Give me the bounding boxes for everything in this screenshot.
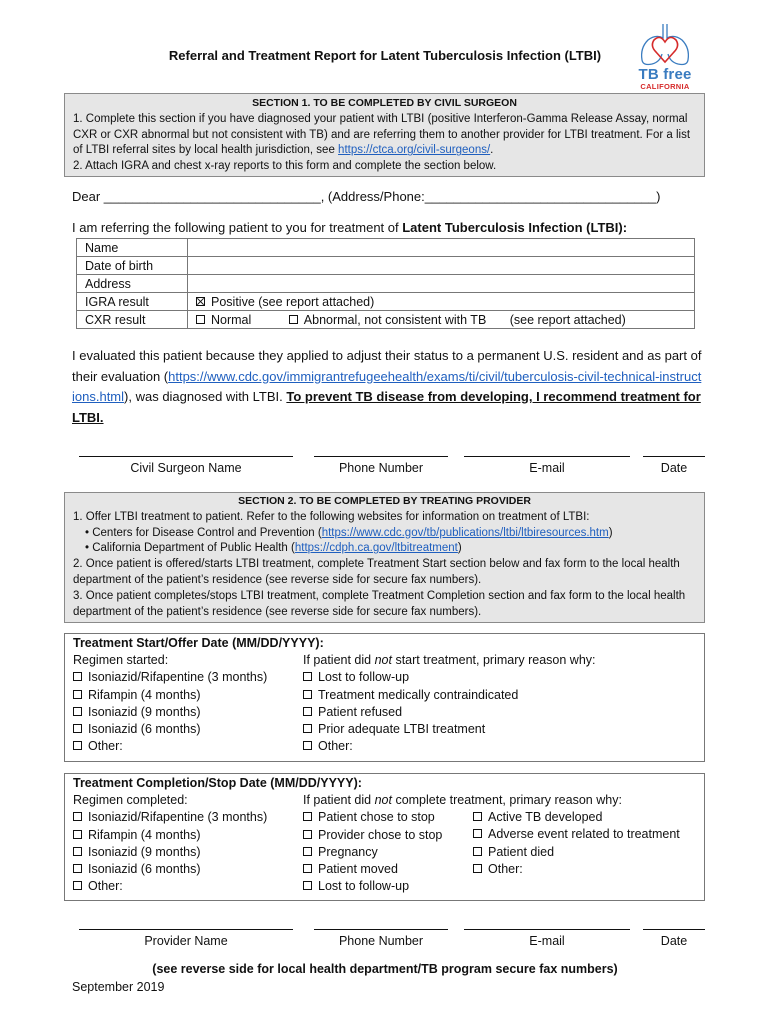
ctca-link[interactable]: https://ctca.org/civil-surgeons/ (338, 144, 491, 157)
reason-pre: If patient did (303, 653, 375, 667)
table-row (77, 257, 695, 275)
dear-line[interactable]: Dear ______________________________, (Address/Phone:________________________________) (72, 189, 661, 204)
address-field[interactable] (188, 275, 695, 293)
provider-date-line[interactable] (643, 929, 705, 930)
reason-label: Active TB developed (488, 810, 603, 824)
completion-reason-checkbox[interactable] (303, 830, 312, 839)
list-item (303, 669, 596, 686)
start-reason-checkbox[interactable] (303, 707, 312, 716)
section2-box (64, 492, 705, 623)
start-regimen-column (73, 652, 267, 756)
section2-bullet2: • California Department of Public Health (https://cdph.ca.gov/ltbitreatment) (85, 542, 462, 555)
regimen-label: Rifampin (4 months) (88, 827, 201, 842)
list-item (73, 861, 267, 878)
bullet2-text: California Department of Public Health ( (92, 542, 295, 555)
section2-line1: 1. Offer LTBI treatment to patient. Refer to the following websites for information on treatment of LTBI: (73, 510, 590, 523)
civil-surgeon-name-label: Civil Surgeon Name (130, 461, 242, 475)
bullet1-text: Centers for Disease Control and Prevention ( (92, 526, 322, 539)
evaluation-text: I evaluated this patient because they applied to adjust their status to a permanent U.S. resident and as part of their evaluation ( (72, 348, 702, 384)
completion-reason-column-2 (473, 809, 680, 878)
section1-line1: 1. Complete this section if you have diagnosed your patient with LTBI (positive Interferon-Gamma Release Assay, normal (73, 112, 688, 125)
reason-pre: If patient did (303, 793, 375, 807)
bullet2-end: ) (457, 542, 462, 555)
reason-em: not (374, 793, 392, 807)
reason-label: Adverse event related to treatment (488, 827, 680, 842)
regimen-label: Isoniazid (6 months) (88, 862, 201, 877)
reason-label: Other: (488, 861, 523, 876)
list-item (473, 861, 680, 878)
list-item (73, 827, 267, 844)
list-item (73, 704, 267, 721)
section1-heading: SECTION 1. TO BE COMPLETED BY CIVIL SURGEON (252, 97, 517, 109)
completion-regimen-checkbox[interactable] (73, 847, 82, 856)
igra-positive-checkbox[interactable] (196, 297, 205, 306)
cxr-abnormal-checkbox[interactable] (289, 315, 298, 324)
date-label: Date (660, 461, 688, 475)
provider-phone-line[interactable] (314, 929, 448, 930)
completion-reason-checkbox[interactable] (303, 864, 312, 873)
civil-surgeon-email-line[interactable] (464, 456, 630, 457)
start-regimen-checkbox[interactable] (73, 741, 82, 750)
patient-table (76, 238, 695, 329)
recommendation-text: To prevent TB disease from developing, I recommend treatment for LTBI. (72, 389, 701, 425)
completion-regimen-label: Regimen completed: (73, 793, 188, 807)
dob-field[interactable] (188, 257, 695, 275)
treatment-start-header[interactable]: Treatment Start/Offer Date (MM/DD/YYYY): (73, 636, 324, 650)
regimen-label: Isoniazid (6 months) (88, 722, 201, 737)
name-field[interactable] (188, 239, 695, 257)
email-label: E-mail (529, 934, 565, 948)
civil-surgeon-phone-line[interactable] (314, 456, 448, 457)
provider-name-label: Provider Name (144, 934, 228, 948)
regimen-label: Isoniazid/Rifapentine (3 months) (88, 810, 268, 825)
treatment-start-box (64, 633, 705, 762)
reason-post: complete treatment, primary reason why: (391, 793, 622, 807)
list-item (73, 721, 267, 738)
section2-line2a: 2. Once patient is offered/starts LTBI treatment, complete Treatment Start section below and fax form to the local health (73, 558, 680, 571)
reason-post: start treatment, primary reason why: (391, 653, 596, 667)
provider-email-line[interactable] (464, 929, 630, 930)
start-reason-checkbox[interactable] (303, 690, 312, 699)
list-item (73, 738, 267, 755)
section1-line3-text: of LTBI referral sites by local health jurisdiction, see (73, 144, 339, 157)
reason-label: Pregnancy (318, 844, 378, 859)
referral-intro-text: I am referring the following patient to you for treatment of (72, 220, 403, 235)
lungs-heart-icon (636, 20, 694, 68)
list-item (303, 687, 596, 704)
start-reason-column (303, 652, 596, 756)
section1-line3 (73, 143, 696, 159)
reason-label: Patient died (488, 844, 555, 859)
igra-positive-label: Positive (see report attached) (211, 294, 375, 309)
form-date: September 2019 (72, 980, 165, 994)
cxr-report-label: (see report attached) (509, 312, 626, 327)
section1-line4: 2. Attach IGRA and chest x-ray reports to this form and complete the section below. (73, 160, 497, 173)
reason-label: Treatment medically contraindicated (318, 687, 519, 702)
regimen-label: Isoniazid/Rifapentine (3 months) (88, 670, 268, 685)
section2-line3b: department of the patient’s residence (see reverse side for secure fax numbers). (73, 605, 482, 618)
section2-line2b: department of the patient’s residence (see reverse side for secure fax numbers). (73, 573, 482, 586)
start-regimen-label: Regimen started: (73, 653, 169, 667)
reason-label: Patient chose to stop (318, 810, 435, 825)
reason-label: Prior adequate LTBI treatment (318, 722, 486, 737)
list-item (73, 844, 267, 861)
completion-reason-checkbox[interactable] (473, 829, 482, 838)
section1-line3-end: . (490, 144, 494, 157)
reason-label: Lost to follow-up (318, 879, 410, 894)
regimen-label: Isoniazid (9 months) (88, 704, 201, 719)
evaluation-paragraph (72, 346, 702, 428)
reason-label: Provider chose to stop (318, 827, 443, 842)
form-title: Referral and Treatment Report for Latent Tuberculosis Infection (LTBI) (168, 48, 602, 63)
list-item (303, 721, 596, 738)
completion-reason-checkbox[interactable] (303, 847, 312, 856)
date-label: Date (660, 934, 688, 948)
treatment-completion-header[interactable]: Treatment Completion/Stop Date (MM/DD/YYYY): (73, 776, 362, 790)
completion-reason-label (303, 792, 622, 809)
civil-surgeon-date-line[interactable] (643, 456, 705, 457)
completion-reason-checkbox[interactable] (473, 812, 482, 821)
cxr-field (188, 311, 695, 329)
cdc-civil-link[interactable]: https://www.cdc.gov/immigrantrefugeehealth/exams/ti/civil/tuberculosis-civil-technical-instructions.html (72, 368, 702, 404)
tb-free-logo (636, 20, 694, 94)
table-row (77, 293, 695, 311)
section2-line3a: 3. Once patient completes/stops LTBI treatment, complete Treatment Completion section and fax form to the local health (73, 589, 686, 602)
completion-regimen-column (73, 792, 267, 896)
list-item (303, 704, 596, 721)
start-regimen-checkbox[interactable] (73, 724, 82, 733)
list-item (73, 669, 267, 686)
reason-label: Patient refused (318, 704, 403, 719)
regimen-label: Other: (88, 879, 123, 894)
completion-reason-checkbox[interactable] (473, 864, 482, 873)
list-item (303, 738, 596, 755)
bullet1-end: ) (608, 526, 613, 539)
cxr-normal-label: Normal (211, 312, 252, 327)
dob-label: Date of birth (77, 257, 188, 275)
section1-box (64, 93, 705, 177)
cxr-abnormal-label: Abnormal, not consistent with TB (303, 312, 487, 327)
cxr-normal-checkbox[interactable] (196, 315, 205, 324)
igra-label: IGRA result (77, 293, 188, 311)
civil-surgeon-name-line[interactable] (79, 456, 293, 457)
table-row (77, 311, 695, 329)
section1-line2: CXR or CXR abnormal but not consistent with TB) and are referring them to another provider for LTBI treatment. For a list (73, 128, 691, 141)
logo-brand: TB free (638, 66, 692, 83)
reason-label: Lost to follow-up (318, 670, 410, 685)
table-row (77, 275, 695, 293)
start-reason-checkbox[interactable] (303, 724, 312, 733)
list-item (73, 809, 267, 826)
start-reason-checkbox[interactable] (303, 672, 312, 681)
phone-label: Phone Number (338, 461, 424, 475)
cdph-link[interactable]: https://cdph.ca.gov/ltbitreatment (294, 542, 458, 555)
phone-label: Phone Number (338, 934, 424, 948)
completion-regimen-checkbox[interactable] (73, 864, 82, 873)
completion-reason-checkbox[interactable] (303, 881, 312, 890)
provider-name-line[interactable] (79, 929, 293, 930)
reverse-side-note: (see reverse side for local health department/TB program secure fax numbers) (152, 962, 618, 976)
section2-bullet1: • Centers for Disease Control and Prevention (https://www.cdc.gov/tb/publications/ltbi/ltbiresources.htm) (85, 526, 613, 539)
list-item (303, 878, 622, 895)
regimen-label: Rifampin (4 months) (88, 687, 201, 702)
cdc-ltbi-link[interactable]: https://www.cdc.gov/tb/publications/ltbi/ltbiresources.htm (321, 526, 609, 539)
cxr-label: CXR result (77, 311, 188, 329)
referral-intro-bold: Latent Tuberculosis Infection (LTBI): (402, 220, 628, 235)
list-item (473, 826, 680, 843)
treatment-completion-box (64, 773, 705, 901)
start-reason-checkbox[interactable] (303, 741, 312, 750)
completion-regimen-checkbox[interactable] (73, 830, 82, 839)
reason-label: Patient moved (318, 862, 398, 877)
list-item (73, 687, 267, 704)
section2-heading: SECTION 2. TO BE COMPLETED BY TREATING PROVIDER (238, 495, 531, 507)
list-item (473, 809, 680, 826)
list-item (473, 844, 680, 861)
reason-em: not (374, 653, 392, 667)
regimen-label: Isoniazid (9 months) (88, 844, 201, 859)
completion-regimen-checkbox[interactable] (73, 881, 82, 890)
evaluation-mid: ), was diagnosed with LTBI. (124, 389, 287, 404)
igra-field (188, 293, 695, 311)
table-row (77, 239, 695, 257)
regimen-label: Other: (88, 739, 123, 754)
address-label: Address (77, 275, 188, 293)
start-reason-label (303, 652, 596, 669)
start-regimen-checkbox[interactable] (73, 707, 82, 716)
completion-reason-checkbox[interactable] (473, 847, 482, 856)
list-item (73, 878, 267, 895)
completion-reason-checkbox[interactable] (303, 812, 312, 821)
reason-label: Other: (318, 739, 353, 754)
email-label: E-mail (529, 461, 565, 475)
name-label: Name (77, 239, 188, 257)
completion-regimen-checkbox[interactable] (73, 812, 82, 821)
start-regimen-checkbox[interactable] (73, 672, 82, 681)
referral-intro (72, 220, 627, 235)
logo-state: CALIFORNIA (640, 82, 690, 91)
start-regimen-checkbox[interactable] (73, 690, 82, 699)
